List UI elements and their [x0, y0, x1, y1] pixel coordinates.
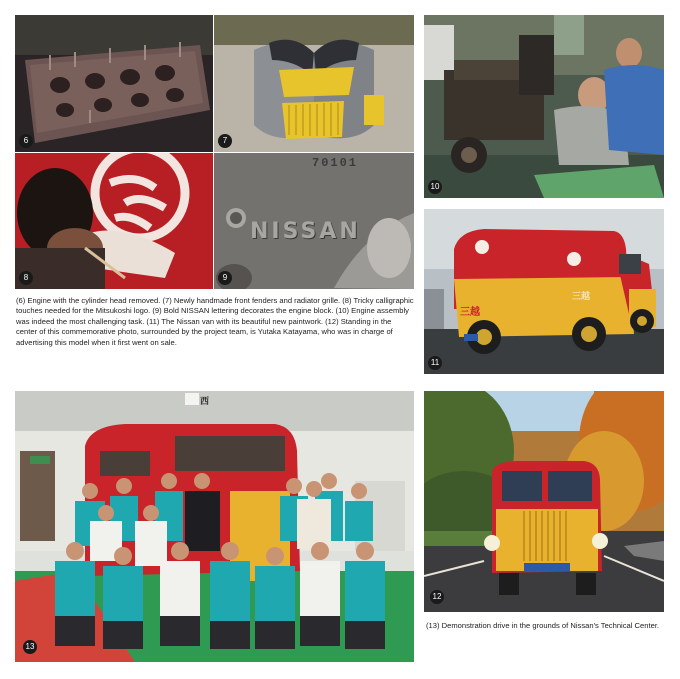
team-photo-image — [15, 391, 414, 662]
photo-number-badge: 9 — [218, 271, 232, 285]
caption-photo-13: (13) Demonstration drive in the grounds of Nissan's Technical Center. — [426, 621, 660, 630]
photo-fenders-grille — [214, 15, 414, 152]
photo-project-team — [15, 391, 414, 662]
photo-number-badge: 6 — [19, 134, 33, 148]
photo-nissan-lettering — [214, 153, 414, 289]
photo-number-badge: 11 — [428, 356, 442, 370]
photo-engine-block — [15, 15, 213, 152]
fenders-grille-image — [214, 15, 414, 152]
demonstration-drive-image — [424, 391, 664, 612]
van-side-lettering-left: 三越 — [460, 307, 480, 318]
photo-number-badge: 13 — [23, 640, 37, 654]
photo-number-badge: 8 — [19, 271, 33, 285]
logo-painting-image — [15, 153, 213, 289]
photo-logo-painting — [15, 153, 213, 289]
nissan-cast-lettering: NISSAN — [250, 219, 361, 244]
photo-demonstration-drive — [424, 391, 664, 612]
van-image — [424, 209, 664, 374]
photo-engine-assembly — [424, 15, 664, 198]
engine-part-number: 70101 — [312, 156, 359, 170]
engine-assembly-image — [424, 15, 664, 198]
van-side-lettering-right: 三越 — [572, 292, 591, 302]
photo-nissan-van — [424, 209, 664, 374]
engine-block-image — [15, 15, 213, 152]
photo-number-badge: 12 — [430, 590, 444, 604]
photo-number-badge: 7 — [218, 134, 232, 148]
caption-photos-6-12: (6) Engine with the cylinder head removed. (7) Newly handmade front fenders and radiator grille. (8) Tricky calligraphic touches needed for the Mitsukoshi logo. (9) Bold NISSAN lettering decorates the engine block. (10) Engine assembly was indeed the most challenging task. (11) The Nissan van with its beautiful new paintwork. (12) Standing in the center of this commemorative photo, surrounded by the project team, is Yutaka Katayama, who was in charge of advertising this model when it first went on sale. — [16, 296, 414, 347]
photo-number-badge: 10 — [428, 180, 442, 194]
building-sign: 西 — [200, 397, 210, 407]
